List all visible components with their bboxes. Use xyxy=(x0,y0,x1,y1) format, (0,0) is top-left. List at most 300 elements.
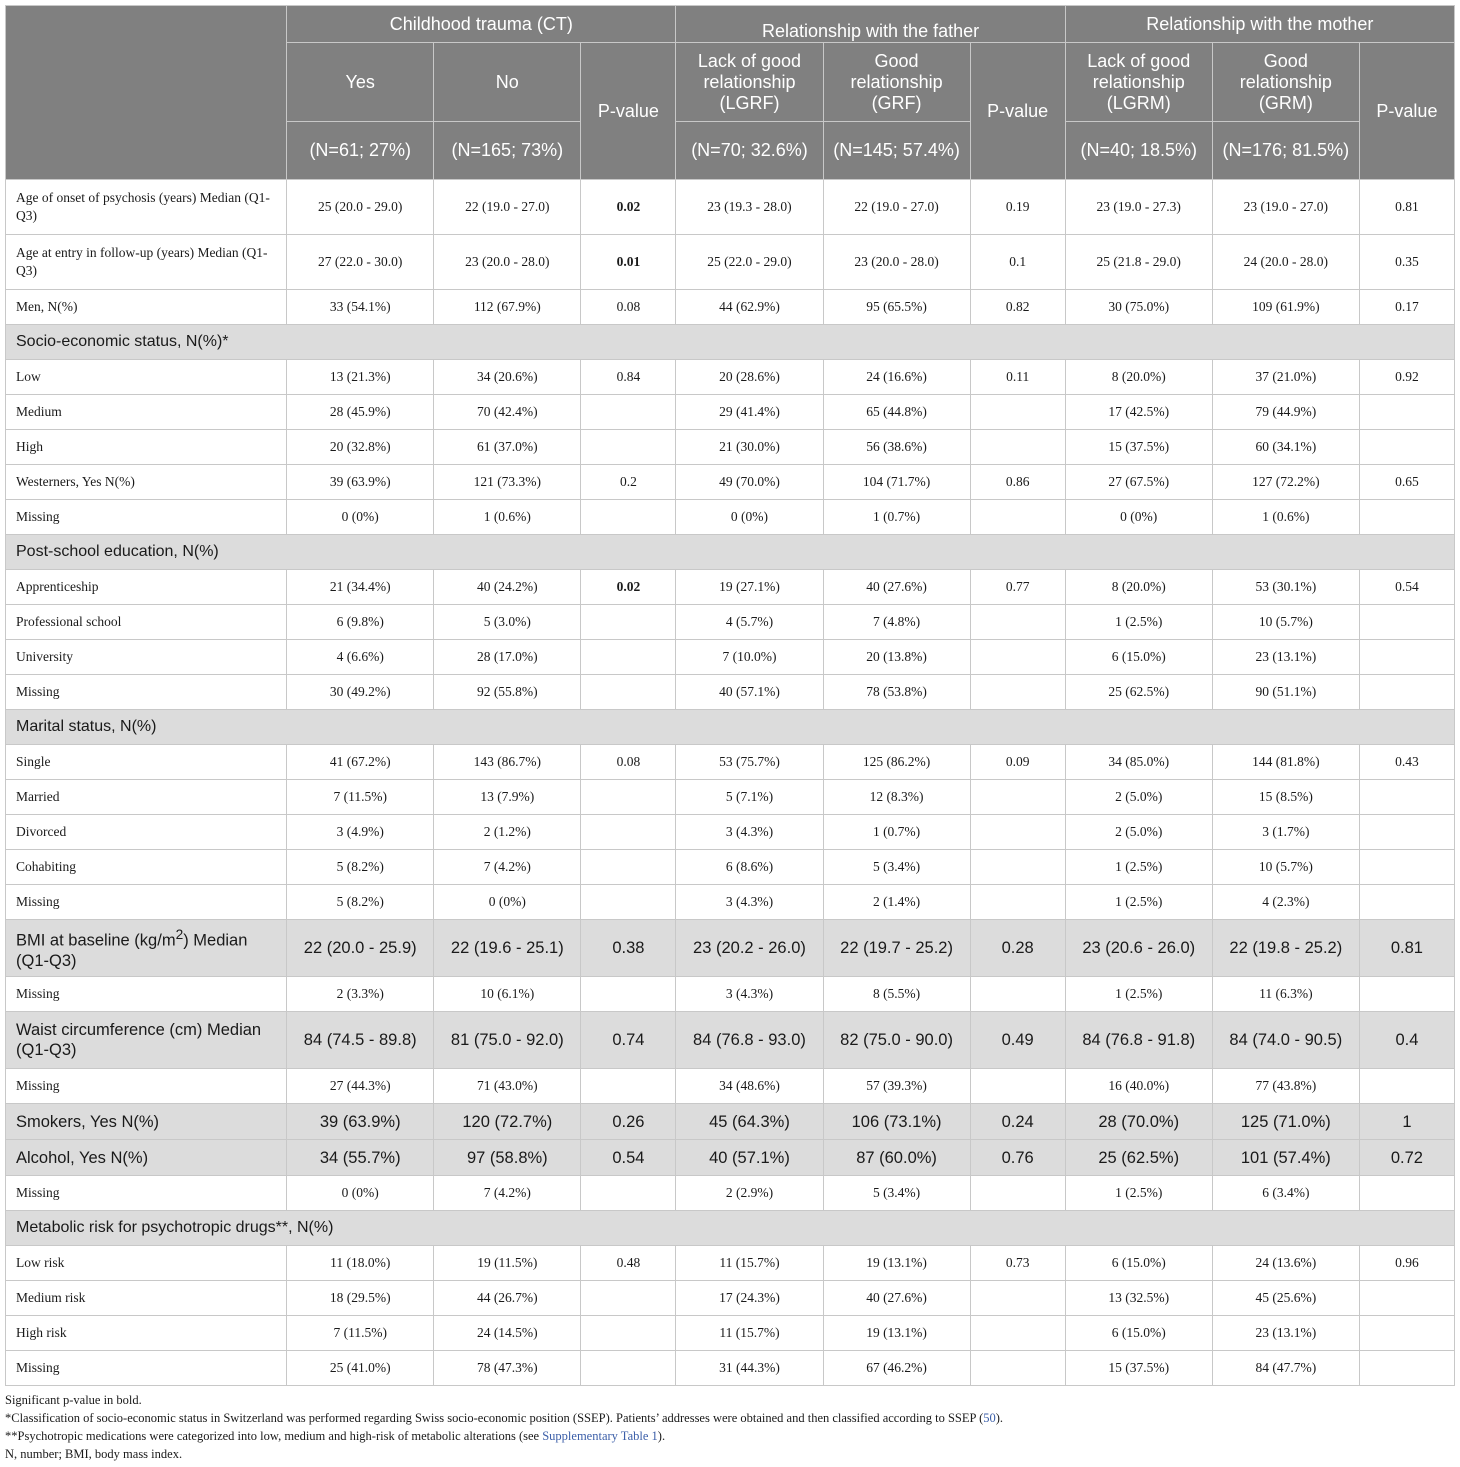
table-cell: 2 (2.9%) xyxy=(676,1176,823,1211)
p-value-cell: 0.28 xyxy=(970,920,1065,977)
table-row xyxy=(6,465,1455,500)
header-empty-cell xyxy=(6,6,287,180)
table-row xyxy=(6,850,1455,885)
table-cell: 23 (20.0 - 28.0) xyxy=(434,235,581,290)
table-cell: 106 (73.1%) xyxy=(823,1104,970,1140)
p-value-cell xyxy=(1359,395,1454,430)
table-row xyxy=(6,180,1455,235)
p-value-cell xyxy=(581,780,676,815)
table-row xyxy=(6,920,1455,977)
table-cell: 53 (75.7%) xyxy=(676,745,823,780)
table-cell: 23 (19.3 - 28.0) xyxy=(676,180,823,235)
p-value-cell xyxy=(581,430,676,465)
table-cell: 84 (76.8 - 91.8) xyxy=(1065,1012,1212,1069)
p-value-cell: 0.01 xyxy=(581,235,676,290)
p-value-cell: 0.19 xyxy=(970,180,1065,235)
row-label: Waist circumference (cm) Median (Q1-Q3) xyxy=(6,1012,287,1069)
row-label: Apprenticeship xyxy=(6,570,287,605)
table-cell: 3 (4.3%) xyxy=(676,815,823,850)
p-value-cell: 0.43 xyxy=(1359,745,1454,780)
p-value-cell: 0.81 xyxy=(1359,180,1454,235)
table-cell: 5 (8.2%) xyxy=(287,885,434,920)
p-value-cell xyxy=(581,675,676,710)
row-label: Age of onset of psychosis (years) Median (Q1-Q3) xyxy=(6,180,287,235)
table-cell: 34 (85.0%) xyxy=(1065,745,1212,780)
p-value-cell: 0.2 xyxy=(581,465,676,500)
section-header-row xyxy=(6,1211,1455,1246)
p-value-cell xyxy=(970,395,1065,430)
table-row xyxy=(6,1012,1455,1069)
table-cell: 3 (4.3%) xyxy=(676,977,823,1012)
table-cell: 18 (29.5%) xyxy=(287,1281,434,1316)
row-label: Missing xyxy=(6,1176,287,1211)
row-label: BMI at baseline $(kg/m^2)$ Median (Q1-Q3) xyxy=(6,920,287,977)
p-value-cell xyxy=(581,640,676,675)
table-cell: 45 (64.3%) xyxy=(676,1104,823,1140)
footnote-psychotropic: **Psychotropic medications were categorized into low, medium and high-risk of metabolic alterations (see Supplementary Table 1). xyxy=(5,1429,666,1443)
p-value-cell xyxy=(970,1281,1065,1316)
row-label: Missing xyxy=(6,1351,287,1386)
table-cell: 53 (30.1%) xyxy=(1212,570,1359,605)
table-cell: 125 (86.2%) xyxy=(823,745,970,780)
p-value-cell xyxy=(581,1316,676,1351)
p-value-cell: 0.54 xyxy=(581,1140,676,1176)
p-value-cell xyxy=(1359,780,1454,815)
table-cell: 23 (20.6 - 26.0) xyxy=(1065,920,1212,977)
table-cell: 6 (15.0%) xyxy=(1065,1316,1212,1351)
row-label: Medium xyxy=(6,395,287,430)
table-cell: 84 (76.8 - 93.0) xyxy=(676,1012,823,1069)
table-cell: 143 (86.7%) xyxy=(434,745,581,780)
p-value-cell: 0.17 xyxy=(1359,290,1454,325)
table-cell: 8 (20.0%) xyxy=(1065,570,1212,605)
table-row xyxy=(6,1246,1455,1281)
footnote-significance: Significant p-value in bold. xyxy=(5,1393,142,1407)
table-row xyxy=(6,430,1455,465)
p-value-cell xyxy=(581,850,676,885)
table-footnotes xyxy=(5,1391,1455,1463)
table-cell: 40 (27.6%) xyxy=(823,1281,970,1316)
demographics-table xyxy=(5,5,1455,1386)
table-cell: 22 (19.6 - 25.1) xyxy=(434,920,581,977)
p-value-cell xyxy=(581,500,676,535)
p-value-cell: 0.49 xyxy=(970,1012,1065,1069)
table-cell: 7 (4.8%) xyxy=(823,605,970,640)
row-label: Cohabiting xyxy=(6,850,287,885)
table-cell: 3 (4.9%) xyxy=(287,815,434,850)
table-row xyxy=(6,815,1455,850)
row-label: Divorced xyxy=(6,815,287,850)
table-cell: 25 (62.5%) xyxy=(1065,1140,1212,1176)
p-value-cell xyxy=(970,850,1065,885)
p-value-cell xyxy=(970,1351,1065,1386)
row-label: Medium risk xyxy=(6,1281,287,1316)
footnote-abbreviations: N, number; BMI, body mass index. xyxy=(5,1447,183,1461)
table-cell: 60 (34.1%) xyxy=(1212,430,1359,465)
row-label: Westerners, Yes N(%) xyxy=(6,465,287,500)
table-cell: 45 (25.6%) xyxy=(1212,1281,1359,1316)
table-cell: 5 (8.2%) xyxy=(287,850,434,885)
table-cell: 1 (0.7%) xyxy=(823,815,970,850)
table-cell: 13 (32.5%) xyxy=(1065,1281,1212,1316)
p-value-cell xyxy=(581,1351,676,1386)
table-cell: 1 (0.7%) xyxy=(823,500,970,535)
table-cell: 1 (2.5%) xyxy=(1065,1176,1212,1211)
footnote-ses: *Classification of socio-economic status in Switzerland was performed regarding Swiss socio-economic position (SSEP). Patients’ addresses were obtained and then classified according to SSEP (50). xyxy=(5,1411,1004,1425)
group-header-mother: Relationship with the mother xyxy=(1065,6,1454,43)
table-cell: 20 (13.8%) xyxy=(823,640,970,675)
p-value-cell xyxy=(581,815,676,850)
p-value-cell: 0.24 xyxy=(970,1104,1065,1140)
table-cell: 21 (34.4%) xyxy=(287,570,434,605)
p-value-cell: 0.09 xyxy=(970,745,1065,780)
table-cell: 78 (53.8%) xyxy=(823,675,970,710)
table-cell: 13 (21.3%) xyxy=(287,360,434,395)
table-cell: 57 (39.3%) xyxy=(823,1069,970,1104)
table-cell: 34 (55.7%) xyxy=(287,1140,434,1176)
p-value-cell xyxy=(581,1281,676,1316)
table-cell: 127 (72.2%) xyxy=(1212,465,1359,500)
table-cell: 33 (54.1%) xyxy=(287,290,434,325)
row-label: University xyxy=(6,640,287,675)
table-cell: 1 (2.5%) xyxy=(1065,605,1212,640)
table-cell: 27 (44.3%) xyxy=(287,1069,434,1104)
table-cell: 109 (61.9%) xyxy=(1212,290,1359,325)
table-cell: 40 (24.2%) xyxy=(434,570,581,605)
table-cell: 2 (1.4%) xyxy=(823,885,970,920)
table-cell: 30 (49.2%) xyxy=(287,675,434,710)
table-cell: 5 (3.0%) xyxy=(434,605,581,640)
table-row xyxy=(6,395,1455,430)
table-cell: 71 (43.0%) xyxy=(434,1069,581,1104)
p-value-cell xyxy=(970,977,1065,1012)
header-pvalue-father: P-value xyxy=(970,43,1065,180)
table-cell: 25 (22.0 - 29.0) xyxy=(676,235,823,290)
p-value-cell xyxy=(970,675,1065,710)
table-cell: 61 (37.0%) xyxy=(434,430,581,465)
table-cell: 10 (6.1%) xyxy=(434,977,581,1012)
table-cell: 37 (21.0%) xyxy=(1212,360,1359,395)
p-value-cell: 0.38 xyxy=(581,920,676,977)
table-cell: 40 (57.1%) xyxy=(676,675,823,710)
table-cell: 0 (0%) xyxy=(287,500,434,535)
p-value-cell: 0.77 xyxy=(970,570,1065,605)
p-value-cell xyxy=(970,780,1065,815)
table-cell: 23 (20.2 - 26.0) xyxy=(676,920,823,977)
p-value-cell: 0.92 xyxy=(1359,360,1454,395)
table-cell: 81 (75.0 - 92.0) xyxy=(434,1012,581,1069)
reference-link[interactable]: 50 xyxy=(983,1411,996,1425)
table-cell: 84 (47.7%) xyxy=(1212,1351,1359,1386)
table-cell: 104 (71.7%) xyxy=(823,465,970,500)
header-grm: Good relationship (GRM) xyxy=(1212,43,1359,122)
table-row xyxy=(6,1069,1455,1104)
table-cell: 3 (4.3%) xyxy=(676,885,823,920)
row-label: Missing xyxy=(6,1069,287,1104)
p-value-cell: 0.72 xyxy=(1359,1140,1454,1176)
table-cell: 79 (44.9%) xyxy=(1212,395,1359,430)
table-cell: 23 (19.0 - 27.3) xyxy=(1065,180,1212,235)
p-value-cell: 0.26 xyxy=(581,1104,676,1140)
table-cell: 22 (20.0 - 25.9) xyxy=(287,920,434,977)
p-value-cell xyxy=(970,1316,1065,1351)
table-cell: 7 (4.2%) xyxy=(434,850,581,885)
table-cell: 82 (75.0 - 90.0) xyxy=(823,1012,970,1069)
p-value-cell xyxy=(1359,885,1454,920)
row-label: Professional school xyxy=(6,605,287,640)
section-label: Socio-economic status, N(%)* xyxy=(6,325,1455,360)
table-cell: 24 (14.5%) xyxy=(434,1316,581,1351)
section-label: Marital status, N(%) xyxy=(6,710,1455,745)
table-cell: 7 (11.5%) xyxy=(287,780,434,815)
row-label: Smokers, Yes N(%) xyxy=(6,1104,287,1140)
table-cell: 17 (24.3%) xyxy=(676,1281,823,1316)
p-value-cell: 0.54 xyxy=(1359,570,1454,605)
table-cell: 6 (15.0%) xyxy=(1065,640,1212,675)
table-cell: 0 (0%) xyxy=(287,1176,434,1211)
table-cell: 84 (74.5 - 89.8) xyxy=(287,1012,434,1069)
table-cell: 41 (67.2%) xyxy=(287,745,434,780)
table-cell: 144 (81.8%) xyxy=(1212,745,1359,780)
table-cell: 1 (2.5%) xyxy=(1065,850,1212,885)
table-row xyxy=(6,605,1455,640)
table-cell: 7 (10.0%) xyxy=(676,640,823,675)
table-cell: 25 (20.0 - 29.0) xyxy=(287,180,434,235)
header-grm-n: (N=176; 81.5%) xyxy=(1212,122,1359,180)
table-cell: 23 (20.0 - 28.0) xyxy=(823,235,970,290)
table-cell: 13 (7.9%) xyxy=(434,780,581,815)
table-cell: 24 (16.6%) xyxy=(823,360,970,395)
table-cell: 24 (13.6%) xyxy=(1212,1246,1359,1281)
p-value-cell xyxy=(1359,1316,1454,1351)
row-label: High risk xyxy=(6,1316,287,1351)
p-value-cell xyxy=(1359,850,1454,885)
table-cell: 30 (75.0%) xyxy=(1065,290,1212,325)
table-cell: 19 (13.1%) xyxy=(823,1246,970,1281)
p-value-cell xyxy=(970,815,1065,850)
table-cell: 16 (40.0%) xyxy=(1065,1069,1212,1104)
table-cell: 3 (1.7%) xyxy=(1212,815,1359,850)
p-value-cell xyxy=(581,395,676,430)
table-cell: 10 (5.7%) xyxy=(1212,605,1359,640)
table-cell: 1 (2.5%) xyxy=(1065,885,1212,920)
header-lgrm: Lack of good relationship (LGRM) xyxy=(1065,43,1212,122)
row-label: Missing xyxy=(6,500,287,535)
table-cell: 10 (5.7%) xyxy=(1212,850,1359,885)
p-value-cell xyxy=(1359,1351,1454,1386)
p-value-cell: 1 xyxy=(1359,1104,1454,1140)
p-value-cell: 0.08 xyxy=(581,745,676,780)
row-label: Single xyxy=(6,745,287,780)
p-value-cell xyxy=(1359,1281,1454,1316)
p-value-cell: 0.76 xyxy=(970,1140,1065,1176)
p-value-cell xyxy=(581,885,676,920)
table-cell: 95 (65.5%) xyxy=(823,290,970,325)
p-value-cell: 0.02 xyxy=(581,180,676,235)
p-value-cell xyxy=(970,1069,1065,1104)
table-cell: 8 (5.5%) xyxy=(823,977,970,1012)
row-label: Men, N(%) xyxy=(6,290,287,325)
table-cell: 34 (20.6%) xyxy=(434,360,581,395)
table-row xyxy=(6,640,1455,675)
table-cell: 39 (63.9%) xyxy=(287,1104,434,1140)
p-value-cell: 0.4 xyxy=(1359,1012,1454,1069)
table-cell: 29 (41.4%) xyxy=(676,395,823,430)
header-ct-no: No xyxy=(434,43,581,122)
p-value-cell: 0.11 xyxy=(970,360,1065,395)
table-cell: 7 (4.2%) xyxy=(434,1176,581,1211)
table-cell: 2 (5.0%) xyxy=(1065,815,1212,850)
table-cell: 77 (43.8%) xyxy=(1212,1069,1359,1104)
table-cell: 5 (7.1%) xyxy=(676,780,823,815)
table-row xyxy=(6,1104,1455,1140)
table-cell: 17 (42.5%) xyxy=(1065,395,1212,430)
table-row xyxy=(6,570,1455,605)
p-value-cell: 0.81 xyxy=(1359,920,1454,977)
table-row xyxy=(6,290,1455,325)
table-cell: 97 (58.8%) xyxy=(434,1140,581,1176)
p-value-cell xyxy=(970,430,1065,465)
table-cell: 40 (57.1%) xyxy=(676,1140,823,1176)
p-value-cell: 0.73 xyxy=(970,1246,1065,1281)
table-cell: 5 (3.4%) xyxy=(823,850,970,885)
table-cell: 22 (19.0 - 27.0) xyxy=(434,180,581,235)
table-cell: 23 (13.1%) xyxy=(1212,640,1359,675)
p-value-cell: 0.82 xyxy=(970,290,1065,325)
table-cell: 25 (62.5%) xyxy=(1065,675,1212,710)
p-value-cell: 0.48 xyxy=(581,1246,676,1281)
table-cell: 11 (15.7%) xyxy=(676,1246,823,1281)
table-cell: 23 (13.1%) xyxy=(1212,1316,1359,1351)
table-cell: 70 (42.4%) xyxy=(434,395,581,430)
table-cell: 1 (2.5%) xyxy=(1065,977,1212,1012)
table-cell: 2 (1.2%) xyxy=(434,815,581,850)
table-cell: 121 (73.3%) xyxy=(434,465,581,500)
table-cell: 90 (51.1%) xyxy=(1212,675,1359,710)
table-header xyxy=(6,6,1455,180)
table-cell: 15 (37.5%) xyxy=(1065,1351,1212,1386)
table-cell: 112 (67.9%) xyxy=(434,290,581,325)
p-value-cell: 0.08 xyxy=(581,290,676,325)
p-value-cell xyxy=(581,605,676,640)
header-ct-no-n: (N=165; 73%) xyxy=(434,122,581,180)
p-value-cell xyxy=(970,1176,1065,1211)
p-value-cell xyxy=(970,885,1065,920)
table-cell: 0 (0%) xyxy=(1065,500,1212,535)
section-header-row xyxy=(6,535,1455,570)
row-label: Age at entry in follow-up (years) Median (Q1-Q3) xyxy=(6,235,287,290)
header-grf: Good relationship (GRF) xyxy=(823,43,970,122)
p-value-cell: 0.86 xyxy=(970,465,1065,500)
table-cell: 4 (2.3%) xyxy=(1212,885,1359,920)
table-cell: 4 (5.7%) xyxy=(676,605,823,640)
table-cell: 19 (11.5%) xyxy=(434,1246,581,1281)
table-cell: 11 (18.0%) xyxy=(287,1246,434,1281)
table-cell: 28 (70.0%) xyxy=(1065,1104,1212,1140)
table-cell: 65 (44.8%) xyxy=(823,395,970,430)
p-value-cell xyxy=(581,1069,676,1104)
p-value-cell xyxy=(1359,430,1454,465)
table-row xyxy=(6,780,1455,815)
row-label: High xyxy=(6,430,287,465)
table-cell: 5 (3.4%) xyxy=(823,1176,970,1211)
table-cell: 22 (19.7 - 25.2) xyxy=(823,920,970,977)
p-value-cell xyxy=(1359,640,1454,675)
table-cell: 15 (37.5%) xyxy=(1065,430,1212,465)
table-cell: 2 (3.3%) xyxy=(287,977,434,1012)
group-header-ct: Childhood trauma (CT) xyxy=(287,6,676,43)
p-value-cell xyxy=(1359,1176,1454,1211)
table-row xyxy=(6,885,1455,920)
table-cell: 92 (55.8%) xyxy=(434,675,581,710)
table-cell: 28 (45.9%) xyxy=(287,395,434,430)
row-label: Low risk xyxy=(6,1246,287,1281)
table-cell: 34 (48.6%) xyxy=(676,1069,823,1104)
supplementary-table-link[interactable]: Supplementary Table 1 xyxy=(542,1429,658,1443)
table-cell: 8 (20.0%) xyxy=(1065,360,1212,395)
table-row xyxy=(6,745,1455,780)
p-value-cell xyxy=(581,1176,676,1211)
p-value-cell: 0.35 xyxy=(1359,235,1454,290)
table-cell: 22 (19.8 - 25.2) xyxy=(1212,920,1359,977)
header-ct-yes-n: (N=61; 27%) xyxy=(287,122,434,180)
table-cell: 31 (44.3%) xyxy=(676,1351,823,1386)
row-label: Missing xyxy=(6,977,287,1012)
table-cell: 20 (32.8%) xyxy=(287,430,434,465)
header-grf-n: (N=145; 57.4%) xyxy=(823,122,970,180)
section-header-row xyxy=(6,325,1455,360)
table-cell: 6 (8.6%) xyxy=(676,850,823,885)
p-value-cell xyxy=(970,500,1065,535)
p-value-cell: 0.1 xyxy=(970,235,1065,290)
table-cell: 6 (3.4%) xyxy=(1212,1176,1359,1211)
table-cell: 19 (27.1%) xyxy=(676,570,823,605)
table-cell: 87 (60.0%) xyxy=(823,1140,970,1176)
table-cell: 21 (30.0%) xyxy=(676,430,823,465)
table-cell: 7 (11.5%) xyxy=(287,1316,434,1351)
table-row xyxy=(6,235,1455,290)
table-row xyxy=(6,1281,1455,1316)
row-label: Married xyxy=(6,780,287,815)
table-cell: 27 (22.0 - 30.0) xyxy=(287,235,434,290)
row-label: Missing xyxy=(6,675,287,710)
table-cell: 67 (46.2%) xyxy=(823,1351,970,1386)
table-row xyxy=(6,1316,1455,1351)
table-cell: 40 (27.6%) xyxy=(823,570,970,605)
table-cell: 19 (13.1%) xyxy=(823,1316,970,1351)
table-cell: 84 (74.0 - 90.5) xyxy=(1212,1012,1359,1069)
table-cell: 39 (63.9%) xyxy=(287,465,434,500)
header-lgrm-n: (N=40; 18.5%) xyxy=(1065,122,1212,180)
table-cell: 11 (6.3%) xyxy=(1212,977,1359,1012)
header-pvalue-ct: P-value xyxy=(581,43,676,180)
table-cell: 101 (57.4%) xyxy=(1212,1140,1359,1176)
table-cell: 56 (38.6%) xyxy=(823,430,970,465)
table-cell: 4 (6.6%) xyxy=(287,640,434,675)
table-cell: 1 (0.6%) xyxy=(434,500,581,535)
p-value-cell xyxy=(581,977,676,1012)
header-lgrf: Lack of good relationship (LGRF) xyxy=(676,43,823,122)
table-cell: 125 (71.0%) xyxy=(1212,1104,1359,1140)
table-body xyxy=(6,180,1455,1386)
table-cell: 20 (28.6%) xyxy=(676,360,823,395)
p-value-cell xyxy=(1359,675,1454,710)
table-cell: 22 (19.0 - 27.0) xyxy=(823,180,970,235)
p-value-cell xyxy=(970,605,1065,640)
header-lgrf-n: (N=70; 32.6%) xyxy=(676,122,823,180)
table-container xyxy=(5,5,1455,1463)
table-row xyxy=(6,1351,1455,1386)
